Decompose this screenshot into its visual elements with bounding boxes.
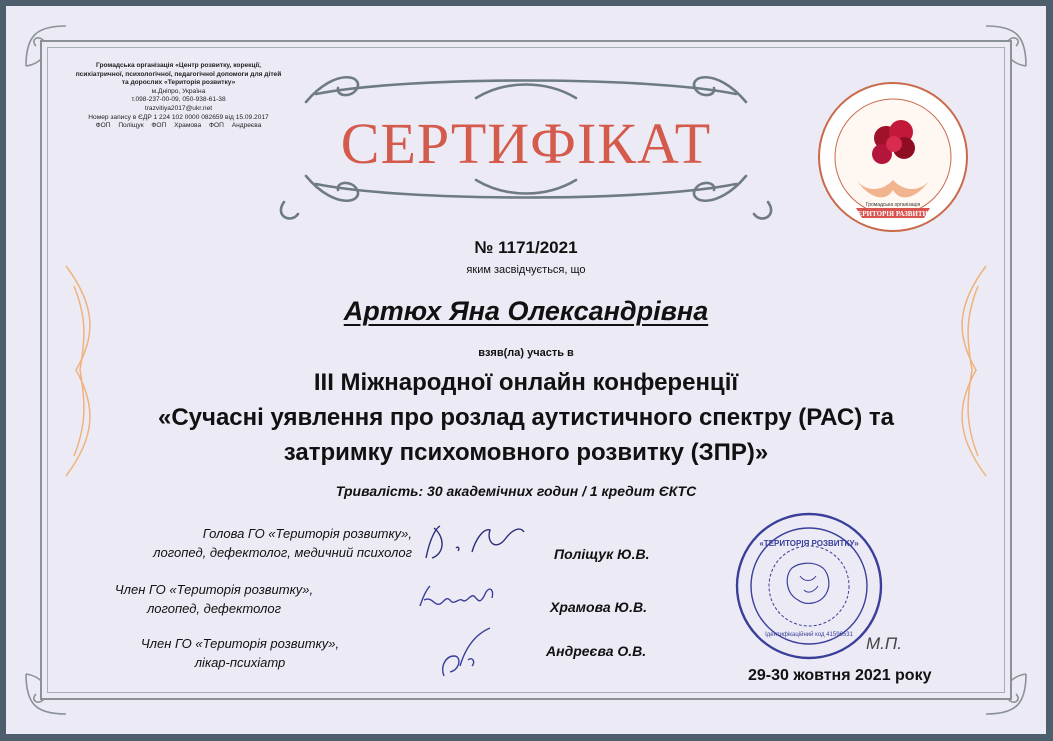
stamp-center-text: «ТЕРИТОРІЯ РОЗВИТКУ»: [759, 539, 859, 548]
signature-1: [416, 518, 531, 568]
org-line: психіатричної, психологічної, педагогічної допомоги для дітей: [75, 70, 282, 78]
org-email: trazvitiya2017@ukr.net: [144, 104, 213, 112]
conference-line-1: ІІІ Міжнародної онлайн конференції: [313, 369, 739, 396]
org-phone: т.098-237-00-09, 050-938-61-38: [131, 96, 226, 104]
stamp-code-text: Ідентифікаційний код 41596531: [765, 632, 853, 638]
org-line: та дорослих «Територія розвитку»: [121, 79, 236, 87]
org-city: м.Дніпро, Україна: [151, 87, 206, 95]
signer-role: [120, 634, 360, 672]
signer-role: [116, 524, 412, 562]
certificate-number: № 1171/2021: [474, 238, 578, 257]
seal-banner-text: ТЕРИТОРІЯ РАЗВИТИЯ: [852, 210, 934, 218]
signer-role-line: Голова ГО «Територія розвитку»,: [202, 526, 412, 541]
stamp-place-label: М.П.: [866, 634, 902, 653]
signer-role-line: логопед, дефектолог: [146, 601, 282, 616]
conference-line-2: «Сучасні уявлення про розлад аутистичного спектру (РАС) та: [158, 404, 894, 431]
recipient-name-wrap: [6, 296, 1046, 327]
signer-name: Храмова Ю.В.: [550, 599, 648, 615]
signer-role-line: Член ГО «Територія розвитку»,: [114, 582, 314, 597]
org-fop: ФОП Поліщук ФОП Храмова ФОП Андреєва: [95, 122, 262, 130]
signer-role: [66, 580, 362, 618]
recipient-name: Артюх Яна Олександрівна: [343, 296, 709, 326]
signer-role-line: Член ГО «Територія розвитку»,: [140, 636, 340, 651]
signature-2: [414, 576, 504, 621]
certificate-page: [6, 6, 1046, 734]
signer-name: Поліщук Ю.В.: [554, 546, 650, 562]
organization-header: [56, 62, 301, 131]
duration-text: Тривалість: 30 академічних годин / 1 кредит ЄКТС: [335, 483, 697, 499]
certificate-title: СЕРТИФІКАТ: [340, 111, 712, 176]
conference-line-3: затримку психомовного розвитку (ЗПР)»: [283, 439, 769, 466]
certificate-date: 29-30 жовтня 2021 року: [748, 667, 932, 684]
signer-name: Андреєва О.В.: [546, 643, 647, 659]
signer-role-line: лікар-психіатр: [194, 655, 286, 670]
signature-3: [432, 626, 502, 686]
participated-text: взяв(ла) участь в: [478, 347, 574, 359]
org-line: Громадська організація «Центр розвитку, корекції,: [95, 62, 262, 69]
certifies-text: яким засвідчується, що: [466, 264, 586, 276]
org-registry: Номер запису в ЄДР 1 224 102 0000 082659 від 15.09.2017: [88, 113, 269, 121]
organization-logo: [816, 80, 970, 234]
seal-small-text: Громадська організація: [865, 202, 921, 208]
signer-role-line: логопед, дефектолог, медичний психолог: [153, 545, 412, 560]
